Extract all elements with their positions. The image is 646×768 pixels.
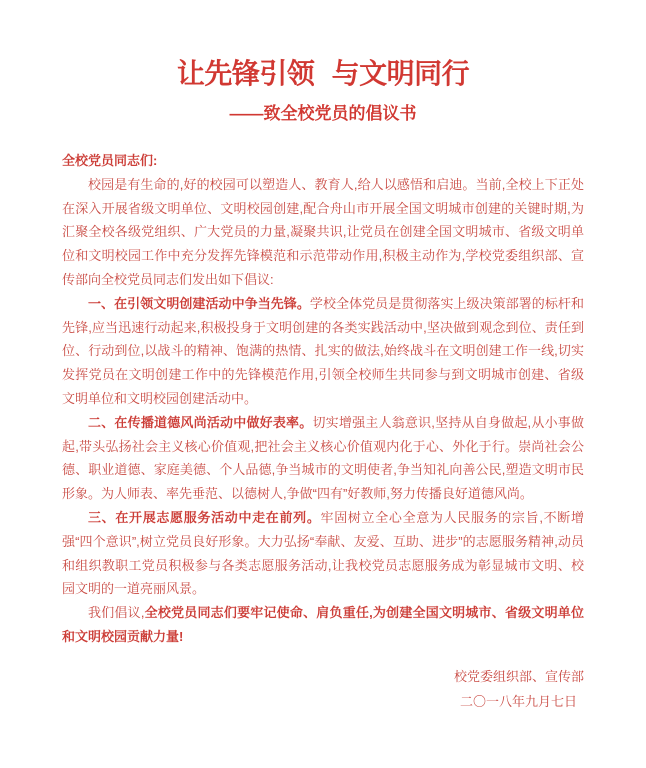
signature: 校党委组织部、宣传部 [453, 668, 584, 684]
paragraph-bold-segment: 二、在传播道德风尚活动中做好表率。 [88, 414, 313, 430]
date: 二〇一八年九月七日 [459, 693, 577, 709]
salutation: 全校党员同志们: [62, 153, 158, 168]
paragraph-bold-segment: 三、在开展志愿服务活动中走在前列。 [88, 509, 321, 525]
paragraph-text-segment: 切实增强主人翁意识,坚持从自身做起,从小事做起,带头弘扬社会主义核心价值观,把社会主义核心价值观内化于心、外化于行。崇尚社会公德、职业道德、家庭美德、个人品德,争当城市的文明使者,争当知礼向善公民,塑造文明市民形象。为人师表、率先垂范、以德树人,争做“四有”好教师,努力传播良好道德风尚。 [62, 414, 584, 502]
paragraph [62, 506, 584, 601]
paragraph [62, 601, 584, 649]
document-title: 让先锋引领 与文明同行 [176, 58, 470, 89]
signature-block [62, 664, 584, 714]
paragraph-text-segment: 校园是有生命的,好的校园可以塑造人、教育人,给人以感悟和启迪。当前,全校上下正处在深入开展省级文明单位、文明校园创建,配合舟山市开展全国文明城市创建的关键时期,为汇聚全校各级党组织、广大党员的力量,凝聚共识,让党员在创建全国文明城市、省级文明单位和文明校园工作中充分发挥先锋模范和示范带动作用,积极主动作为,学校党委组织部、宣传部向全校党员同志们发出如下倡议: [62, 176, 584, 287]
paragraph-bold-segment: 一、在引领文明创建活动中争当先锋。 [88, 295, 310, 311]
paragraph-bold-segment: 全校党员同志们要牢记使命、肩负重任,为创建全国文明城市、省级文明单位和文明校园贡献力量! [62, 605, 584, 644]
body-paragraphs [62, 173, 584, 649]
paragraph-text-segment: 牢固树立全心全意为人民服务的宗旨,不断增强“四个意识”,树立党员良好形象。大力弘扬“奉献、友爱、互助、进步”的志愿服务精神,动员和组织教职工党员积极参与各类志愿服务活动,让我校党员志愿服务成为彰显城市文明、校园文明的一道亮丽风景。 [62, 509, 584, 597]
paragraph [62, 411, 584, 506]
paragraph-text-segment: 学校全体党员是贯彻落实上级决策部署的标杆和先锋,应当迅速行动起来,积极投身于文明创建的各类实践活动中,坚决做到观念到位、责任到位、行动到位,以战斗的精神、饱满的热情、扎实的做法,始终战斗在文明创建工作一线,切实发挥党员在文明创建工作中的先锋模范作用,引领全校师生共同参与到文明城市创建、省级文明单位和文明校园创建活动中。 [62, 295, 584, 406]
paragraph [62, 173, 584, 292]
paragraph-text-segment: 我们倡议, [88, 605, 145, 621]
document-body [62, 149, 584, 714]
document-subtitle: ——致全校党员的倡议书 [229, 104, 417, 123]
paragraph [62, 292, 584, 411]
